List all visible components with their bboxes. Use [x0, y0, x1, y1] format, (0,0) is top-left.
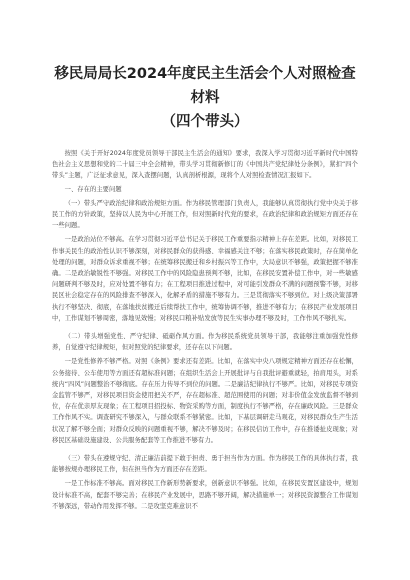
document-title: 移民局局长2024年度民主生活会个人对照检查材料 [54, 66, 356, 106]
body-paragraph-3: 一是工作标准不够高。面对移民工作新形势新要求，创新意识不够强。比如，在移民安置区建设中，规划设计标准不高，配套不够完善；在移民产业发展中，思路不够开阔，解决措施单一；对移民资源整合工作谋划不够深远，带动作用发挥不够。二是攻坚克难意识不 [52, 480, 358, 510]
body-paragraph-2: 一是党性修养不够严格。对照《条例》要求还有差距。比如，在落实中央八项规定精神方面还存在松懈，公务接待、公车使用等方面还有超标准问题；在组织生活会上开展批评与自我批评避重就轻，拍肩甩头，对系统内“四风”问题整治不够彻底。存在压力传导不到位的问题。二是廉洁纪律执行不够严。比如，对移民专项资金监管不够严，对移民项目资金使用把关不严，存在超标准、超范围使用的问题；对非价值金发放监督不够到位，存在优亲厚友现象；在工程项目招投标、物资采购等方面，制度执行不够严格，存在廉政风险。三是群众工作作风不实。调查研究不够深入，与群众联系不够紧密。比如，下基层调研走马观花，对移民群众生产生活状况了解不够全面；对群众反映的问题重视不够，解决不够及时；在移民信访工作中，存在推诿扯皮现象；对移民区基础设施建设、公共服务配套等工作推进不够有力。 [52, 358, 358, 444]
subsection-3: （三）带头在遵规守纪、清正廉洁前提下敢于担责、勇于担当作为方面。作为移民工作的具体执行者，我能够按规办理移民工作，但在担当作为方面还存在差距。 [52, 455, 358, 474]
body-paragraph-1: 一是政治站位不够高。在学习贯彻习近平总书记关于移民工作重要指示精神上存在差距。比如，对移民工作事关民生的政治性认识不够深刻，对移民群众的获得感、幸福感关注不够；在落实移民政策时，存在简单化处理的问题，对群众诉求重视不够；在统筹移民搬迁和乡村振兴等工作中，大局意识不够强，政策把握不够准确。二是政治敏锐性不够强。对移民工作中的风险隐患预判不够，比如，在移民安置补偿工作中，对一些敏感问题研判不够及时，应对处置不够有力；在工程项目推进过程中，对可能引发群众不满的问题预警不够，对移民区社会稳定存在的风险排查不够深入，化解矛盾的措施不够有力。三是贯彻落实不够到位。对上级决策部署执行不够坚决、彻底，在落地扶贫搬迁后续帮扶工作中，统筹协调不够，推进不够有力；在移民产业发展项目中，工作谋划不够周密，落地见效慢；对移民口粮补贴发放等民生实事办理不够及时，工作作风不够扎实。 [52, 236, 358, 322]
intro-paragraph: 按照《关于开好2024年度党员领导干部民主生活会的通知》要求，我深入学习贯彻习近平新时代中国特色社会主义思想和党的二十届三中全会精神，带头学习贯彻新修订的《中国共产党纪律处分条例》，紧扣“四个带头”主题，广泛征求意见，深入查摆问题，认真剖析根源，现将个人对照检查情况汇报如下。 [52, 150, 358, 180]
document-subtitle: （四个带头） [161, 114, 249, 130]
section-heading: 一、存在的主要问题 [64, 185, 122, 193]
subsection-1: （一）带头严守政治纪律和政治规矩方面。作为移民管理部门负责人，我能够认真贯彻执行党中央关于移民工作的方针政策，坚持以人民为中心开展工作，但对照新时代党的要求，在政治纪律和政治规矩方面还存在一些问题。 [52, 199, 358, 230]
subsection-2: （二）带头增强党性、严守纪律、砥砺作风方面。作为移民系统党员领导干部，我能够注重加强党性修养，自觉遵守纪律规矩，但对照党的纪律要求，还存在以下问题。 [52, 333, 358, 352]
